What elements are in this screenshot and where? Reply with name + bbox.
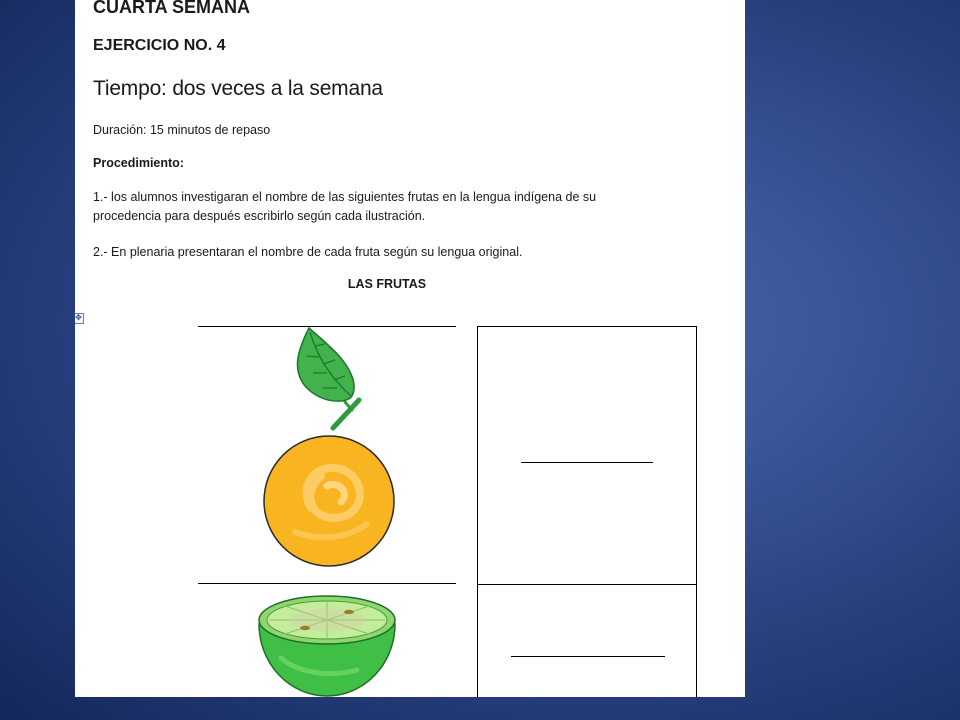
- exercise-heading: EJERCICIO NO. 4: [93, 37, 226, 54]
- answer-box-2[interactable]: [477, 584, 697, 697]
- orange-icon: [255, 326, 405, 568]
- step-1-text: [93, 188, 596, 226]
- time-heading: Tiempo: dos veces a la semana: [93, 77, 383, 100]
- table-middle-rule: [198, 583, 456, 584]
- table-move-handle-icon[interactable]: ✥: [75, 313, 84, 324]
- step-1-line-1: 1.- los alumnos investigaran el nombre de las siguientes frutas en la lengua indígena de su: [93, 190, 597, 204]
- lime-half-icon: [257, 592, 397, 697]
- answer-line-1[interactable]: [521, 462, 653, 463]
- worksheet-title: LAS FRUTAS: [347, 277, 427, 291]
- week-heading: CUARTA SEMANA: [93, 0, 250, 17]
- procedure-label: Procedimiento:: [93, 156, 184, 170]
- document-page: [75, 0, 745, 697]
- answer-line-2[interactable]: [511, 656, 665, 657]
- step-2-text: 2.- En plenaria presentaran el nombre de cada fruta según su lengua original.: [93, 245, 523, 259]
- step-1-line-2: procedencia para después escribirlo según cada ilustración.: [93, 209, 426, 223]
- duration-text: Duración: 15 minutos de repaso: [93, 123, 271, 137]
- answer-box-1[interactable]: [477, 326, 697, 586]
